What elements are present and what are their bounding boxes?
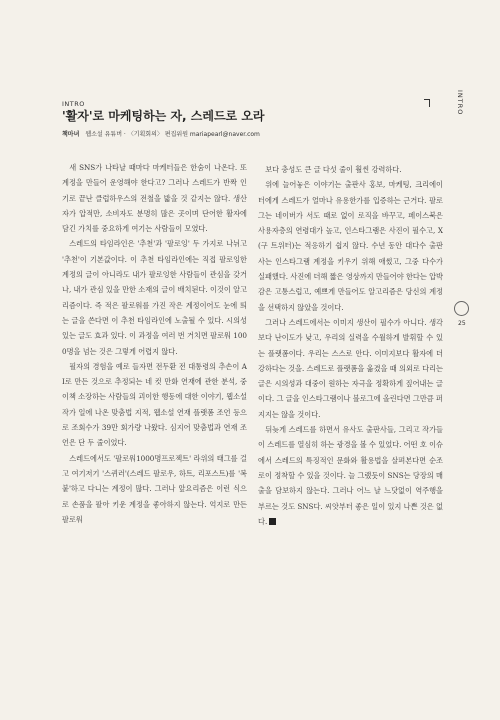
paragraph-last-text: 뒤늦게 스레드를 하면서 유사도 출판사들, 그리고 작가들이 스레드를 열심히 하는 광경을 볼 수 있었다. 어떤 호 이슈에서 스레드의 특징적인 문화와 활용법을 살펴본다면 순조로이 정착할 수 있을 것이다. 늘 그랬듯이 SNS는 당장의 매출을 담보하지 않는다. 그러나 어느 날 느닷없이 역주행을 부르는 것도 SNS다. 씨앗부터 좋은 일이 있지 나쁜 것은 없다. [258,425,443,526]
right-column [258,162,443,529]
paragraph-last [258,422,443,529]
paragraph: 위에 늘어놓은 이야기는 출판사 홍보, 마케팅, 크리에이터에게 스레드가 얼마나 유용한가를 입증하는 근거다. 팔로그는 네이버가 서도 때로 없이 로직을 바꾸고, 페이스북은 사용자층의 연령대가 높고, 인스타그램은 사진이 필수고, X(구 트위터)는 적응하기 쉽지 않다. 수년 동안 대다수 출판사는 인스타그램 계정을 키우기 위해 애썼고, 그중 다수가 실패했다. 사진에 더해 짧은 영상까지 만들어야 한다는 압박감은 고통스럽고, 예쁘게 만들어도 알고리즘은 당신의 계정을 선택하지 않았을 것이다. [258,180,443,312]
byline [62,129,442,138]
section-label: INTRO [62,100,85,108]
corner-mark-icon [424,99,430,107]
paragraph: 스레드에서도 '팔로워1000명프로젝트' 라위의 태그를 걸고 여기저기 '스퀴러'(스레드 팔로우, 하트, 리포스트)를 '복붙'하고 다니는 계정이 많다. 그러나 앞요리즘은 이런 식으로 손품을 팔아 키운 계정을 좋아하지 않는다. 억지로 만든 팔로워 [62,453,247,524]
side-section-label: INTRO [456,90,464,116]
paragraph: 필자의 경험을 예로 들자면 전두환 전 대통령의 추손이 AI로 만든 것으로 추정되는 네 컷 만화 연재에 관한 분석, 중이책 소장하는 사람들의 괴이한 행동에 대한 이야기, 웹소설 작가 일에 나온 맞춤법 지적, 웹소설 연재 플랫폼 조언 등으로 조회수가 39만 회가량 나왔다. 심지어 맞춤법과 연재 조언은 단 두 줄이었다. [62,361,247,448]
author-name: 책마녀 [62,131,80,138]
end-mark-icon [269,518,276,525]
circle-marker-icon [454,301,469,316]
paragraph: 그러나 스레드에서는 이미지 생산이 필수가 아니다. 생각보다 난이도가 낮고, 우리의 실력을 수월하게 발휘할 수 있는 플랫폼이다. 우리는 스스로 안다. 이미지보다 활자에 더 강하다는 것을. 스레드로 플랫폼을 옮겼을 때 의외로 다리는 글은 시의성과 대중이 원하는 자극을 정확하게 짚어내는 글이다. 그 글을 인스타그램이나 블로그에 올린다면 그만큼 퍼지지는 않을 것이다. [258,317,443,419]
left-column [62,160,247,527]
paragraph: 새 SNS가 나타날 때마다 마케터들은 한숨이 나온다. 또 계정을 만들어 운영해야 한다고? 그러나 스레드가 반짝 인기로 끝난 클럽하우스의 전철을 밟을 것 같지는 않다. 생산자가 압적만, 소비자도 분명히 많은 곳이며 단어한 활자에 담긴 가치를 중요하게 여기는 사람들이 모였다. [62,163,247,234]
paragraph: 보다 충성도 큰 글 다섯 줄이 훨씬 강력하다. [265,165,402,174]
paragraph: 스레드의 타임라인은 '추천'과 '팔로잉' 두 가지로 나뉘고 '추천'이 기본값이다. 이 추천 타임라인에는 직접 팔로잉한 계정의 글이 아니라도 내가 팔로잉한 사람들이 관심을 갖거나, 내가 관심 있을 만한 소재의 글이 배치된다. 이것이 알고리즘이다. 즉 적은 팔로워를 가진 작은 계정이어도 눈에 띄는 글을 쓴다면 이 추천 타임라인에 노출될 수 있다. 시의성 있는 글도 효과 있다. 이 과정을 여러 번 거치면 팔로워 1000명을 넘는 것은 그렇게 어렵지 않다. [62,239,247,356]
page-number: 25 [458,320,466,327]
article-title: '활자'로 마케팅하는 자, 스레드로 오라 [62,109,265,123]
author-info: 웹소설 유튜버 · 〈기획회의〉 편집위원 mariapearl@naver.com [85,131,260,138]
